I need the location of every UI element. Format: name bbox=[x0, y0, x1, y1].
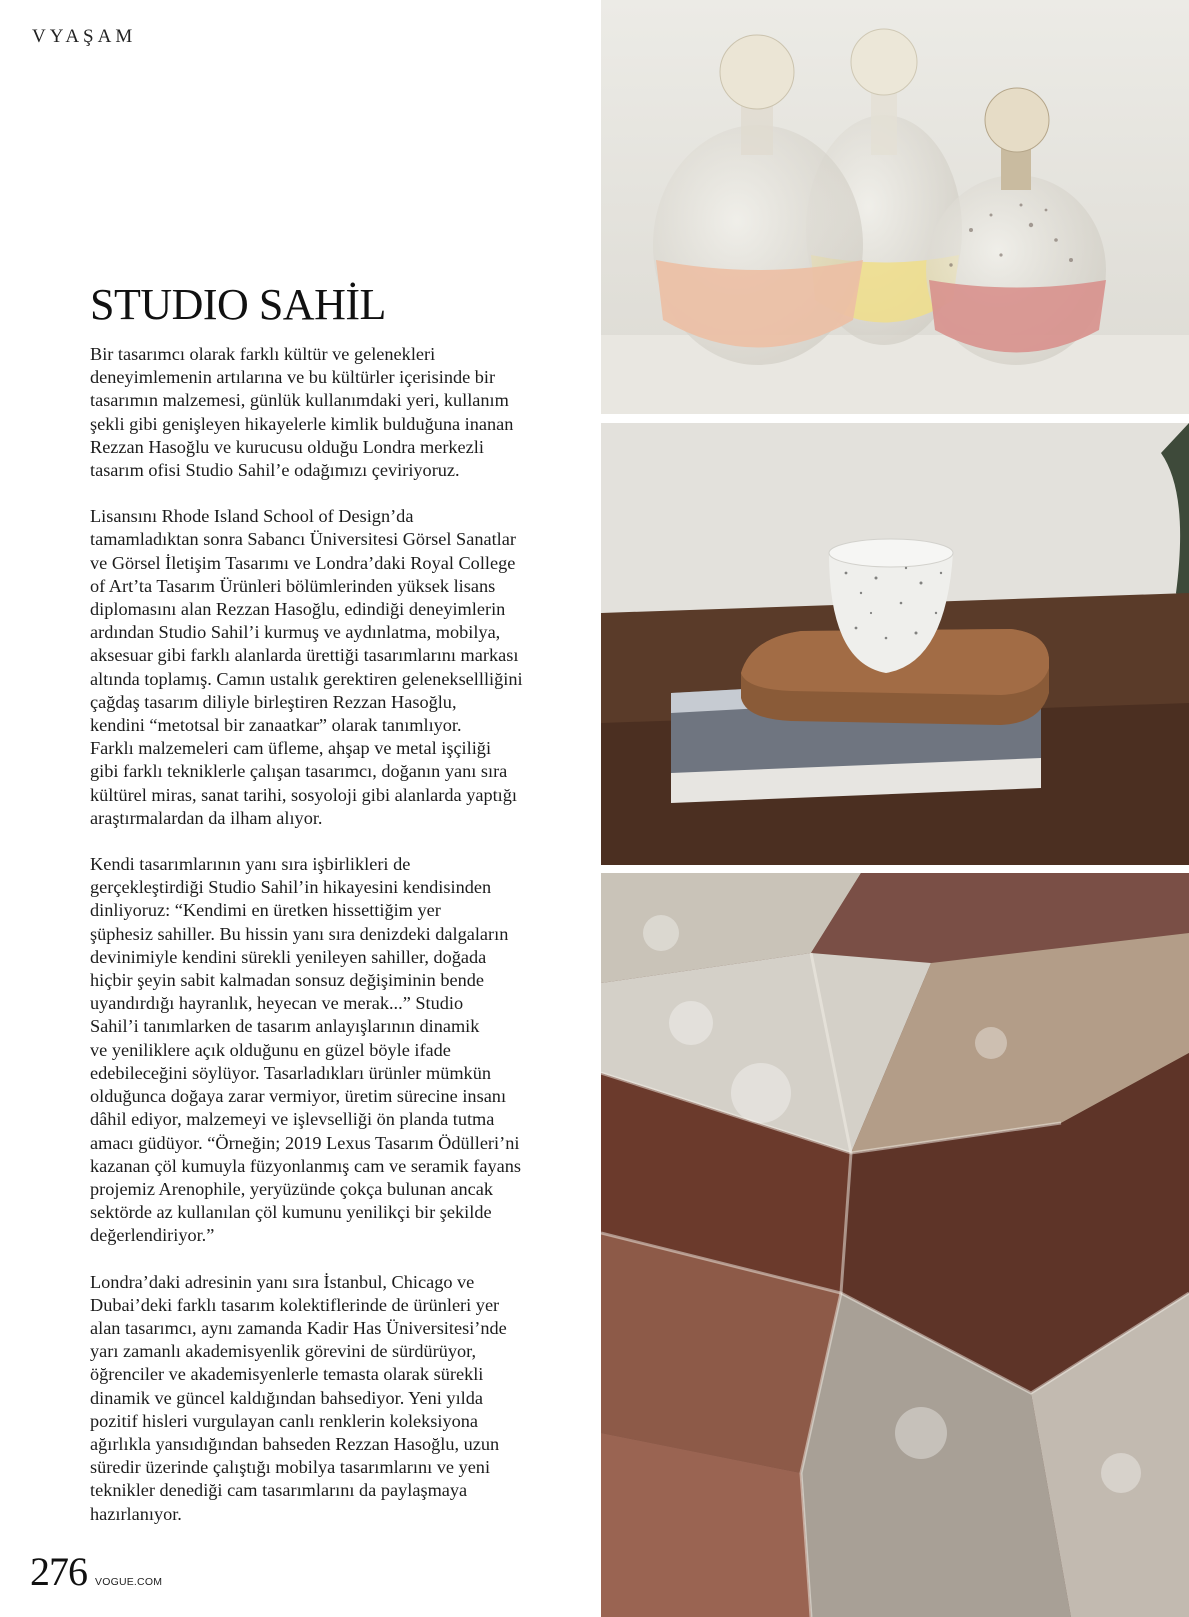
page-number: 276 bbox=[30, 1549, 87, 1594]
article-title: STUDIO SAHİL bbox=[90, 280, 386, 329]
page-footer bbox=[30, 1548, 162, 1595]
article-body bbox=[90, 343, 578, 1549]
photo-glass-decanters bbox=[601, 0, 1189, 414]
site-name: VOGUE.COM bbox=[95, 1576, 163, 1588]
paragraph-studio-story: Kendi tasarımlarının yanı sıra işbirlikleri de gerçekleştirdiği Studio Sahil’in hikayesini kendisinden dinliyoruz: “Kendimi en üretken hissettiğim yer şüphesiz sahiller. Bu hissin yanı sıra denizdeki dalgaların devinimiyle kendini sürekli yenileyen sahiller, doğada hiçbir şeyin sabit kalmadan sonsuz değişiminin bende uyandırdığı hayranlık, heyecan ve merak...” Studio Sahil’i tanımlarken de tasarım anlayışlarının dinamik ve yeniliklere açık olduğunu en güzel böyle ifade edebileceğini söylüyor. Tasarladıkları ürünler mümkün olduğunca doğaya zarar vermiyor, üretim sürecine insanı dâhil ediyor, malzemeyi ve işlevselliği ön planda tutma amacı güdüyor. “Örneğin; 2019 Lexus Tasarım Ödülleri’ni kazanan çöl kumuyla füzyonlanmış cam ve seramik fayans projemiz Arenophile, yeryüzünde çokça bulunan ancak sektörde az kullanılan çöl kumunu yenilikçi bir şekilde değerlendiriyor.” bbox=[90, 854, 521, 1246]
section-label: VYAŞAM bbox=[32, 26, 137, 47]
paragraph-current-work: Londra’daki adresinin yanı sıra İstanbul, Chicago ve Dubai’deki farklı tasarım kolektiflerinde de ürünleri yer alan tasarımcı, aynı zamanda Kadir Has Üniversitesi’nde yarı zamanlı akademisyenlik görevini de sürdürüyor, öğrenciler ve akademisyenlerle temasta olarak sürekli dinamik ve güncel kaldığından bahsediyor. Yeni yılda pozitif hisleri vurgulayan canlı renklerin koleksiyona ağırlıkla yansıdığından bahseden Rezzan Hasoğlu, uzun süredir üzerinde çalıştığı mobilya tasarımlarını ve yeni teknikler denediği cam tasarımlarını da paylaşmaya hazırlanıyor. bbox=[90, 1271, 507, 1524]
photo-glass-tiles bbox=[601, 873, 1189, 1617]
paragraph-intro: Bir tasarımcı olarak farklı kültür ve gelenekleri deneyimlemenin artılarına ve bu kültürler içerisinde bir tasarımın malzemesi, günlük kullanımdaki yeri, kullanım şekli gibi genişleyen hikayelerle kimlik bulduğuna inanan Rezzan Hasoğlu ve kurucusu olduğu Londra merkezli tasarım ofisi Studio Sahil’e odağımızı çeviriyoruz. bbox=[90, 344, 514, 481]
paragraph-education: Lisansını Rhode Island School of Design’da tamamladıktan sonra Sabancı Üniversitesi Görsel Sanatlar ve Görsel İletişim Tasarımı ve Londra’daki Royal College of Art’ta Tasarım Ürünleri bölümlerinden yüksek lisans diplomasını alan Rezzan Hasoğlu, edindiği deneyimlerin ardından Studio Sahil’i kurmuş ve aydınlatma, mobilya, aksesuar gibi farklı alanlarda ürettiği tasarımlarını markası altında toplamış. Camın ustalık gerektiren geleneksellliğini çağdaş tasarım diliyle birleştiren Rezzan Hasoğlu, kendini “metotsal bir zanaatkar” olarak tanımlıyor. Farklı malzemeleri cam üfleme, ahşap ve metal işçiliği gibi farklı tekniklerle çalışan tasarımcı, doğanın yanı sıra kültürel miras, sanat tarihi, sosyoloji gibi alanlarda yaptığı araştırmalardan da ilham alıyor. bbox=[90, 506, 523, 828]
photo-ceramic-cup bbox=[601, 423, 1189, 865]
